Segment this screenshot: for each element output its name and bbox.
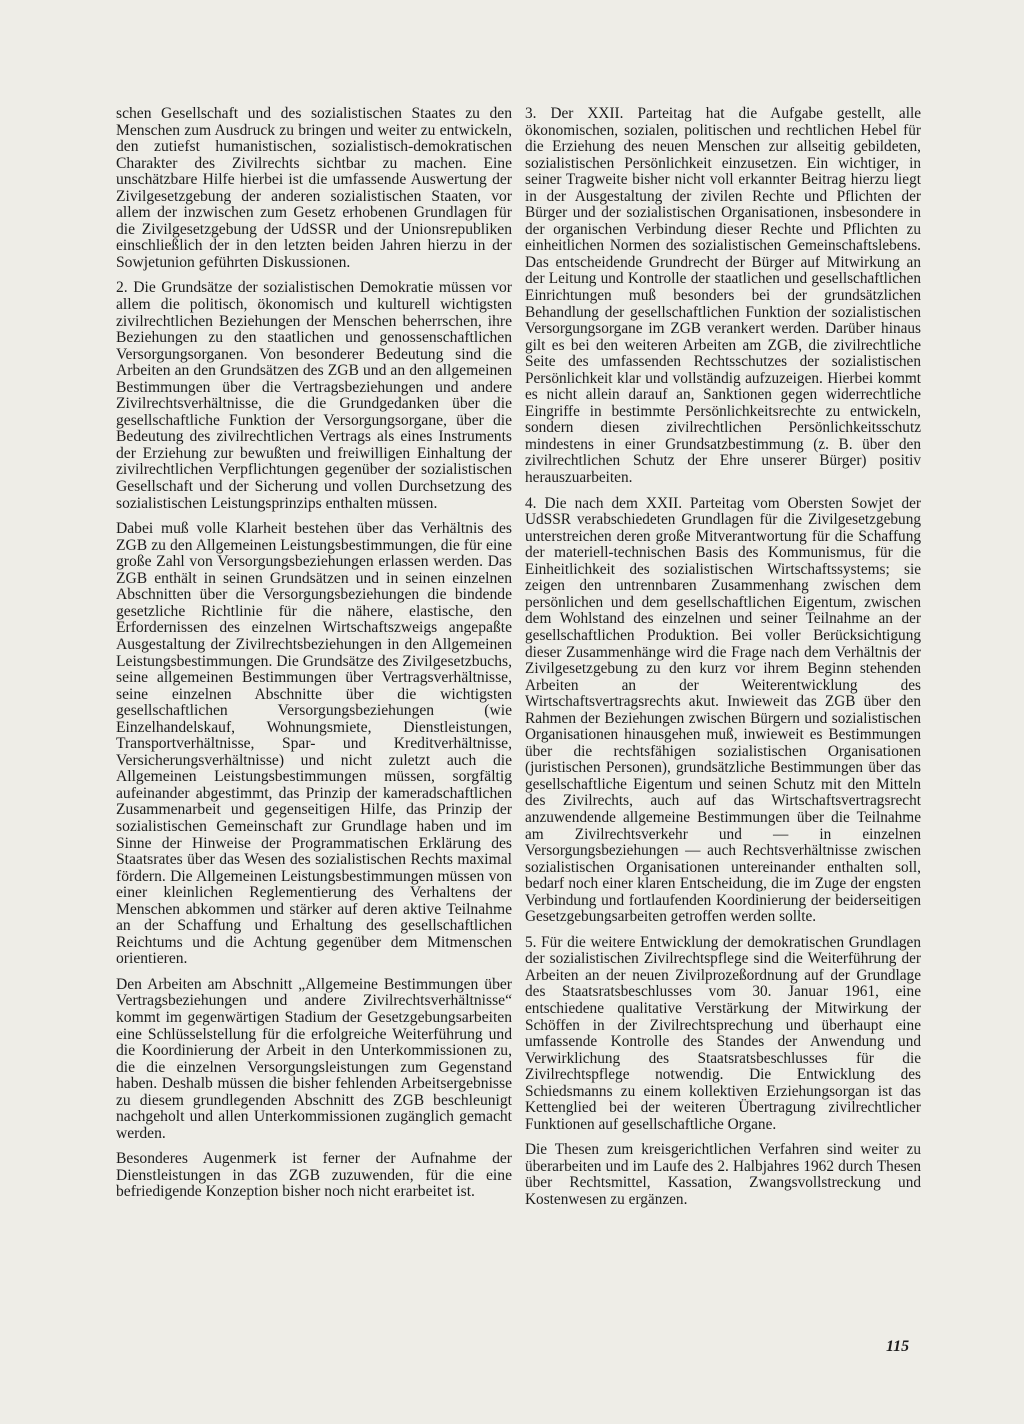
paragraph: 2. Die Grundsätze der sozialistischen Demokratie müssen vor allem die politisch, ökonomisch und kulturell wichtigsten zivilrechtlichen Beziehungen der Menschen beherrschen, ihre Beziehungen zu den staatlichen und genossenschaftlichen Versorgungsorganen. Von besonderer Bedeutung sind die Arbeiten an den Grundsätzen des ZGB und an den allgemeinen Bestimmungen über die Vertragsbeziehungen und andere Zivilrechtsverhältnisse, die die Grundgedanken über die gesellschaftliche Funktion der Versorgungsorgane, über die Bedeutung des zivilrechtlichen Vertrags als eines Instruments der Erziehung zur bewußten und freiwilligen Einhaltung der zivilrechtlichen Verpflichtungen gegenüber der sozialistischen Gesellschaft und der Sicherung und vollen Durchsetzung des sozialistischen Leistungsprinzips enthalten müssen.: [116, 279, 512, 512]
paragraph: Dabei muß volle Klarheit bestehen über das Verhältnis des ZGB zu den Allgemeinen Leistungsbestimmungen, die für eine große Zahl von Versorgungsbeziehungen erlassen werden. Das ZGB enthält in seinen Grundsätzen und in seinen einzelnen Abschnitten über die Versorgungsbeziehungen die bindende gesetzliche Richtlinie für die nähere, elastische, den Erfordernissen des einzelnen Wirtschaftszweigs angepaßte Ausgestaltung der Zivilrechtsbeziehungen in den Allgemeinen Leistungsbestimmungen. Die Grundsätze des Zivilgesetzbuchs, seine allgemeinen Bestimmungen über Vertragsverhältnisse, seine einzelnen Abschnitte über die wichtigsten gesellschaftlichen Versorgungsbeziehungen (wie Einzelhandelskauf, Wohnungsmiete, Dienstleistungen, Transportverhältnisse, Spar- und Kreditverhältnisse, Versicherungsverhältnisse) und nicht zuletzt auch die Allgemeinen Leistungsbestimmungen müssen, sorgfältig aufeinander abgestimmt, das Prinzip der kameradschaftlichen Zusammenarbeit und gegenseitigen Hilfe, das Prinzip der sozialistischen Gemeinschaft zur Grundlage haben und im Sinne der Hinweise der Programmatischen Erklärung des Staatsrates über das Wesen des sozialistischen Rechts maximal fördern. Die Allgemeinen Leistungsbestimmungen müssen von einer kleinlichen Reglementierung des Verhaltens der Menschen abkommen und stärker auf deren aktive Teilnahme an der Schaffung und Erhaltung des gesellschaftlichen Reichtums und die Achtung gegenüber dem Mitmenschen orientieren.: [116, 520, 512, 968]
paragraph: 3. Der XXII. Parteitag hat die Aufgabe gestellt, alle ökonomischen, sozialen, politischen und rechtlichen Hebel für die Erziehung des neuen Menschen zur allseitig gebildeten, sozialistischen Persönlichkeit einzusetzen. Ein wichtiger, in seiner Tragweite bisher nicht voll erkannter Beitrag hierzu liegt in der Ausgestaltung der zivilen Rechte und Pflichten der Bürger und der sozialistischen Organisationen, insbesondere in der organischen Verbindung dieser Rechte und Pflichten zu einheitlichen Normen des sozialistischen Gemeinschaftslebens. Das entscheidende Grundrecht der Bürger auf Mitwirkung an der Leitung und Kontrolle der staatlichen und gesellschaftlichen Einrichtungen muß besonders bei der grundsätzlichen Behandlung der gesellschaftlichen Funktion der sozialistischen Versorgungsorgane im ZGB verankert werden. Darüber hinaus gilt es bei den weiteren Arbeiten am ZGB, die zivilrechtliche Seite des umfassenden Rechtsschutzes der sozialistischen Persönlichkeit klar und vollständig aufzuzeigen. Hierbei kommt es nicht allein darauf an, Sanktionen gegen widerrechtliche Eingriffe in bestimmte Persönlichkeitsrechte zu entwickeln, sondern diesen zivilrechtlichen Persönlichkeitsschutz mindestens in einer Grundsatzbestimmung (z. B. über den zivilrechtlichen Schutz der Ehre unserer Bürger) positiv herauszuarbeiten.: [525, 105, 921, 487]
left-column: [116, 106, 512, 1210]
paragraph: schen Gesellschaft und des sozialistischen Staates zu den Menschen zum Ausdruck zu bringen und weiter zu entwickeln, den zutiefst humanistischen, sozialistisch-demokratischen Charakter des Zivilrechts sichtbar zu machen. Eine unschätzbare Hilfe hierbei ist die umfassende Auswertung der Zivilgesetzgebung der anderen sozialistischen Staaten, vor allem der inzwischen zum Gesetz erhobenen Grundlagen für die Zivilgesetzgebung der UdSSR und der Unionsrepubliken einschließlich der in den letzten beiden Jahren hierzu in der Sowjetunion geführten Diskussionen.: [116, 105, 512, 271]
right-column: [525, 106, 921, 1218]
paragraph: 5. Für die weitere Entwicklung der demokratischen Grundlagen der sozialistischen Zivilrechtspflege sind die Weiterführung der Arbeiten an der neuen Zivilprozeßordnung auf der Grundlage des Staatsratsbeschlusses vom 30. Januar 1961, eine entschiedene qualitative Verstärkung der Mitwirkung der Schöffen in der Zivilrechtsprechung und überhaupt eine umfassende Kontrolle des Standes der Anwendung und Verwirklichung des Staatsratsbeschlusses für die Zivilrechtspflege notwendig. Die Entwicklung des Schiedsmanns zu einem kollektiven Erziehungsorgan ist das Kettenglied bei der weiteren Übertragung zivilrechtlicher Funktionen auf gesellschaftliche Organe.: [525, 933, 921, 1133]
paragraph: 4. Die nach dem XXII. Parteitag vom Obersten Sowjet der UdSSR verabschiedeten Grundlagen für die Zivilgesetzgebung unterstreichen deren große Mitverantwortung für die Schaffung der materiell-technischen Basis des Kommunismus, für die Einheitlichkeit des sozialistischen Wirtschaftssystems; sie zeigen den untrennbaren Zusammenhang zwischen dem persönlichen und dem gesellschaftlichen Eigentum, zwischen dem Wohlstand des einzelnen und seiner Teilnahme an der gesellschaftlichen Produktion. Bei voller Berücksichtigung dieser Zusammenhänge wird die Frage nach dem Verhältnis der Zivilgesetzgebung zu den kurz vor ihrem Beginn stehenden Arbeiten an der Weiterentwicklung des Wirtschaftsvertragsrechts akut. Inwieweit das ZGB über den Rahmen der Beziehungen zwischen Bürgern und sozialistischen Organisationen hinausgehen muß, inwieweit es Bestimmungen über die rechtsfähigen sozialistischen Organisationen (juristischen Personen), grundsätzliche Bestimmungen über das gesellschaftliche Eigentum und seinen Schutz mit den Mitteln des Zivilrechts, auch auf das Wirtschaftsvertragsrecht anzuwendende allgemeine Bestimmungen über die Teilnahme am Zivilrechtsverkehr und — in einzelnen Versorgungsbeziehungen — auch Rechtsverhältnisse zwischen sozialistischen Organisationen untereinander enthalten soll, bedarf noch einer klaren Entscheidung, die im Zuge der engsten Verbindung und fortlaufenden Koordinierung der beiderseitigen Gesetzgebungsarbeiten getroffen werden sollte.: [525, 494, 921, 926]
paragraph: Den Arbeiten am Abschnitt „Allgemeine Bestimmungen über Vertragsbeziehungen und andere Zivilrechtsverhältnisse“ kommt im gegenwärtigen Stadium der Gesetzgebungsarbeiten eine Schlüsselstellung für die erfolgreiche Weiterführung und die Koordinierung der Arbeit in den Unterkommissionen zu, die die einzelnen Versorgungsleistungen zum Gegenstand haben. Deshalb müssen die bisher fehlenden Arbeitsergebnisse zu diesem grundlegenden Abschnitt des ZGB beschleunigt nachgeholt und allen Unterkommissionen zugänglich gemacht werden.: [116, 975, 512, 1142]
paragraph: Die Thesen zum kreisgerichtlichen Verfahren sind weiter zu überarbeiten und im Laufe des 2. Halbjahres 1962 durch Thesen über Rechtsmittel, Kassation, Zwangsvollstreckung und Kostenwesen zu ergänzen.: [525, 1141, 921, 1208]
page-number: 115: [886, 1338, 910, 1355]
paragraph: Besonderes Augenmerk ist ferner der Aufnahme der Dienstleistungen in das ZGB zuzuwenden, für die eine befriedigende Konzeption bisher noch nicht erarbeitet ist.: [116, 1150, 512, 1201]
